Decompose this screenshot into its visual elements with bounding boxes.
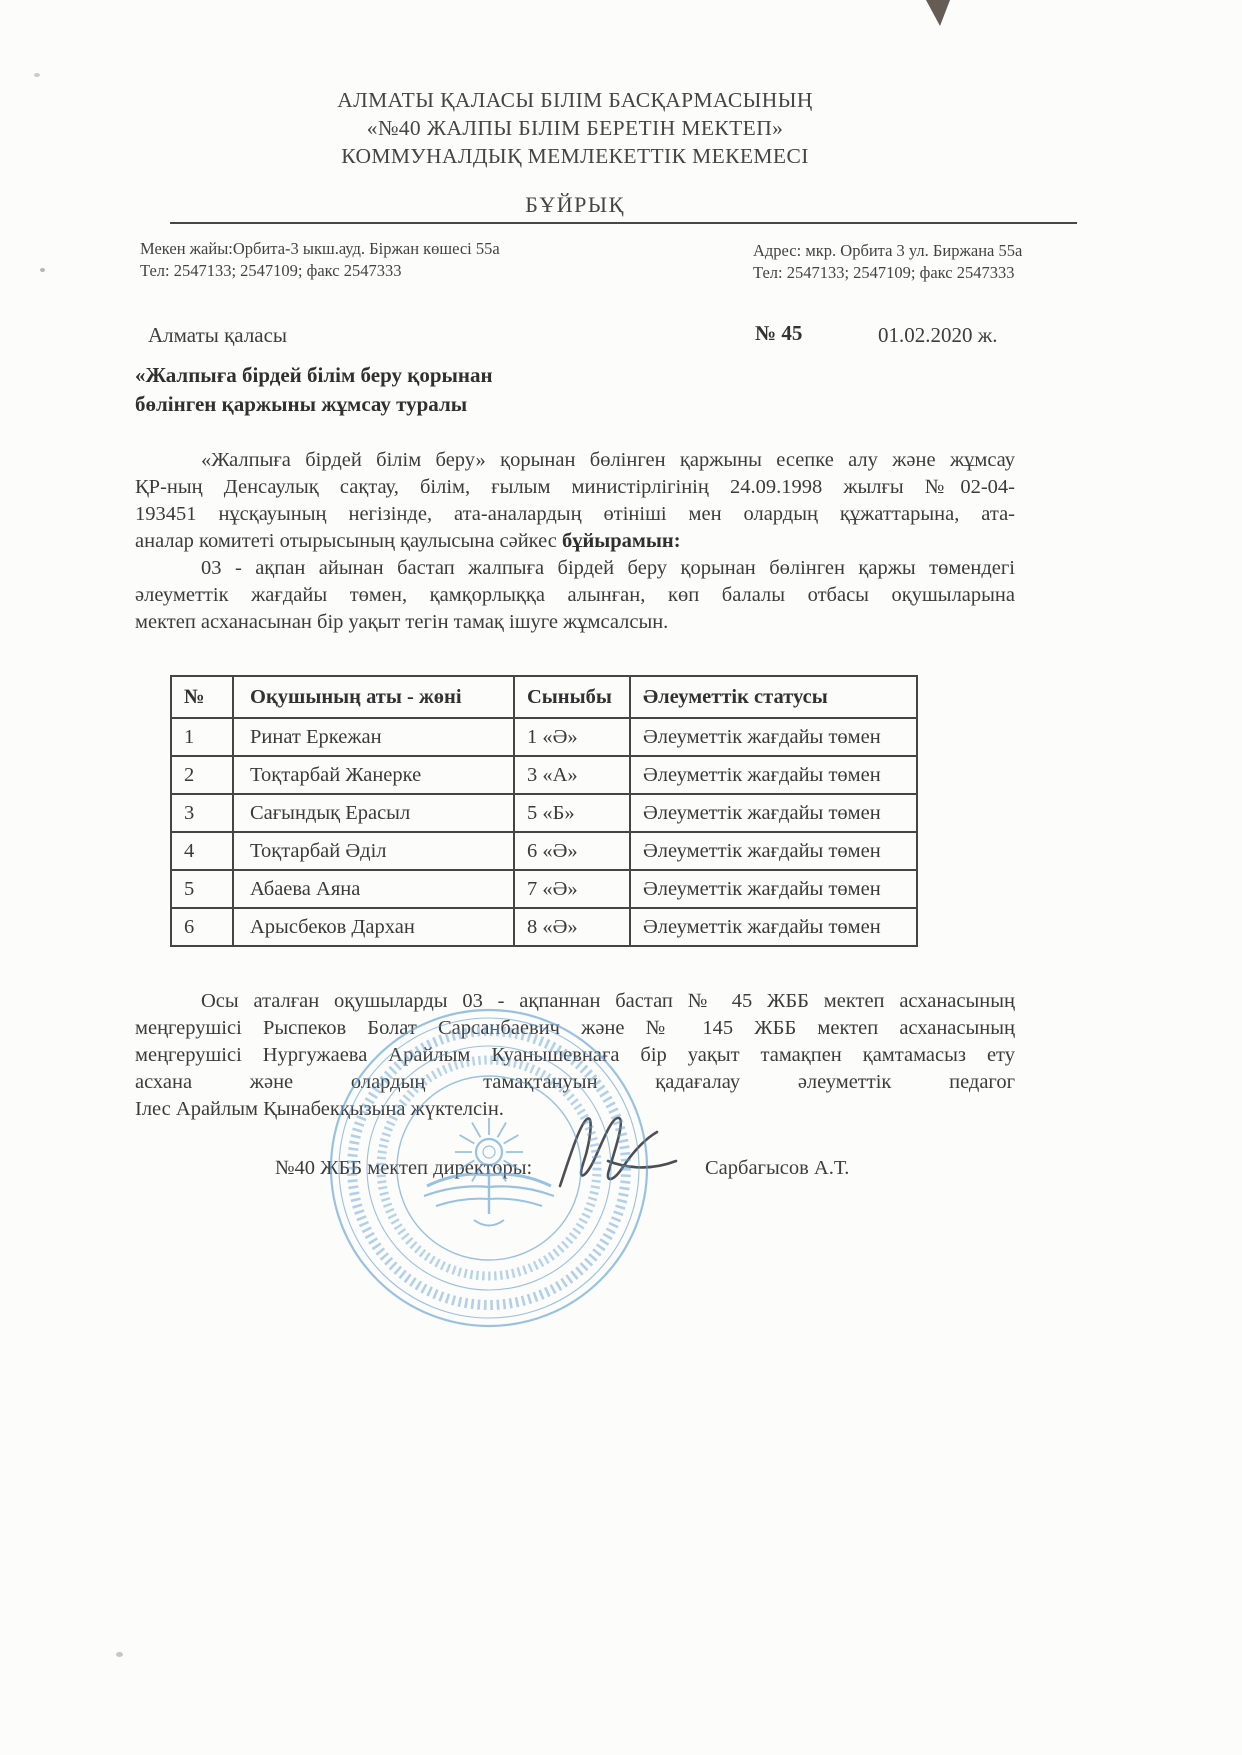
subject-line-1: «Жалпыға бірдей білім беру қорынан — [135, 363, 493, 387]
scan-speck — [116, 1652, 123, 1657]
table-cell: Әлеуметтік жағдайы төмен — [630, 794, 917, 832]
students-table — [170, 675, 918, 947]
preamble-line — [135, 528, 1015, 555]
table-row — [171, 718, 917, 756]
order-date: 01.02.2020 ж. — [878, 323, 998, 347]
scan-speck — [40, 268, 45, 272]
table-cell: 5 — [171, 870, 233, 908]
table-cell: Тоқтарбай Жанерке — [233, 756, 514, 794]
table-cell: Абаева Аяна — [233, 870, 514, 908]
col-header-status: Әлеуметтік статусы — [630, 676, 917, 718]
table-row — [171, 908, 917, 946]
document-type-title: БҰЙРЫҚ — [525, 192, 625, 217]
order-verb-bold: бұйырамын: — [561, 530, 681, 552]
table-cell: Әлеуметтік жағдайы төмен — [630, 870, 917, 908]
clause-line: мектеп асханасынан бір уақыт тегін тамақ ішуге жұмсалсын. — [135, 611, 669, 633]
address-kazakh: Мекен жайы:Орбита-3 ыкш.ауд. Біржан көшесі 55а — [140, 239, 500, 258]
table-cell: Әлеуметтік жағдайы төмен — [630, 756, 917, 794]
order-number: № 45 — [755, 321, 803, 345]
table-row — [171, 832, 917, 870]
table-cell: 4 — [171, 832, 233, 870]
clause-line: әлеуметтік жағдайы төмен, қамқорлыққа алынған, көп балалы отбасы оқушыларына — [135, 584, 1015, 606]
contact-block-russian — [753, 240, 1022, 284]
col-header-class: Сыныбы — [514, 676, 630, 718]
table-row — [171, 756, 917, 794]
subject-line-2: бөлінген қаржыны жұмсау туралы — [135, 392, 468, 416]
org-name-line-2: «№40 ЖАЛПЫ БІЛІМ БЕРЕТІН МЕКТЕП» — [366, 116, 784, 140]
preamble-line: «Жалпыға бірдей білім беру» қорынан бөлінген қаржыны есепке алу және жұмсау — [201, 449, 1015, 471]
table-cell: 8 «Ә» — [514, 908, 630, 946]
table-cell: 7 «Ә» — [514, 870, 630, 908]
col-header-number: № — [171, 676, 233, 718]
assignment-line: асхана және олардың тамақтануын қадағалау әлеуметтік педагог — [135, 1071, 1015, 1093]
order-subject — [135, 361, 1015, 419]
table-cell: 1 — [171, 718, 233, 756]
table-row — [171, 870, 917, 908]
table-cell: Әлеуметтік жағдайы төмен — [630, 718, 917, 756]
org-header — [135, 86, 1015, 170]
table-cell: Сағындық Ерасыл — [233, 794, 514, 832]
assignment-line: меңгерушісі Рыспеков Болат Сарсанбаевич және № 145 ЖББ мектеп асханасының — [135, 1017, 1015, 1039]
clause-line: 03 - ақпан айынан бастап жалпыға бірдей беру қорынан бөлінген қаржы төмендегі — [201, 557, 1015, 579]
table-header-row — [171, 676, 917, 718]
phone-kazakh: Тел: 2547133; 2547109; факс 2547333 — [140, 261, 402, 280]
table-cell: 1 «Ә» — [514, 718, 630, 756]
assignment-line: Ілес Арайлым Қынабекқызына жүктелсін. — [135, 1098, 504, 1120]
preamble-line: 193451 нұсқауының негізінде, ата-аналардың өтініші мен олардың құжаттарына, ата- — [135, 503, 1015, 525]
table-cell: 3 — [171, 794, 233, 832]
preamble-line: ҚР-ның Денсаулық сақтау, білім, ғылым министірлігінің 24.09.1998 жылғы №02-04- — [135, 476, 1015, 498]
table-cell: 5 «Б» — [514, 794, 630, 832]
table-cell: Әлеуметтік жағдайы төмен — [630, 832, 917, 870]
contact-block-kazakh — [140, 238, 500, 282]
col-header-name: Оқушының аты - жөні — [233, 676, 514, 718]
director-role-label: №40 ЖББ мектеп директоры: — [275, 1157, 533, 1179]
table-cell: Тоқтарбай Әділ — [233, 832, 514, 870]
table-cell: Ринат Еркежан — [233, 718, 514, 756]
table-cell: 6 — [171, 908, 233, 946]
order-preamble — [135, 447, 1015, 636]
assignment-line: меңгерушісі Нургужаева Арайлым Куанышевнаға бір уақыт тамақпен қамтамасыз ету — [135, 1044, 1015, 1066]
table-cell: 3 «А» — [514, 756, 630, 794]
assignment-line: Осы аталған оқушыларды 03 - ақпаннан бастап № 45 ЖББ мектеп асханасының — [201, 990, 1015, 1012]
scan-artifact-corner — [926, 0, 950, 26]
students-table-body — [171, 718, 917, 946]
org-name-line-1: АЛМАТЫ ҚАЛАСЫ БІЛІМ БАСҚАРМАСЫНЫҢ — [337, 88, 813, 112]
org-name-line-3: КОММУНАЛДЫҚ МЕМЛЕКЕТТІК МЕКЕМЕСІ — [341, 144, 809, 168]
order-assignment-paragraph — [135, 988, 1015, 1123]
city-label: Алматы қаласы — [148, 323, 288, 347]
scan-speck — [34, 73, 40, 77]
preamble-tail-text: аналар комитеті отырысының қаулысына сәйкес — [135, 530, 562, 552]
director-name: Сарбагысов А.Т. — [705, 1157, 850, 1179]
phone-russian: Тел: 2547133; 2547109; факс 2547333 — [753, 263, 1015, 282]
table-cell: 2 — [171, 756, 233, 794]
table-cell: Әлеуметтік жағдайы төмен — [630, 908, 917, 946]
table-cell: 6 «Ә» — [514, 832, 630, 870]
address-russian: Адрес: мкр. Орбита 3 ул. Биржана 55а — [753, 241, 1023, 260]
table-cell: Арысбеков Дархан — [233, 908, 514, 946]
table-row — [171, 794, 917, 832]
header-divider — [170, 222, 1077, 224]
